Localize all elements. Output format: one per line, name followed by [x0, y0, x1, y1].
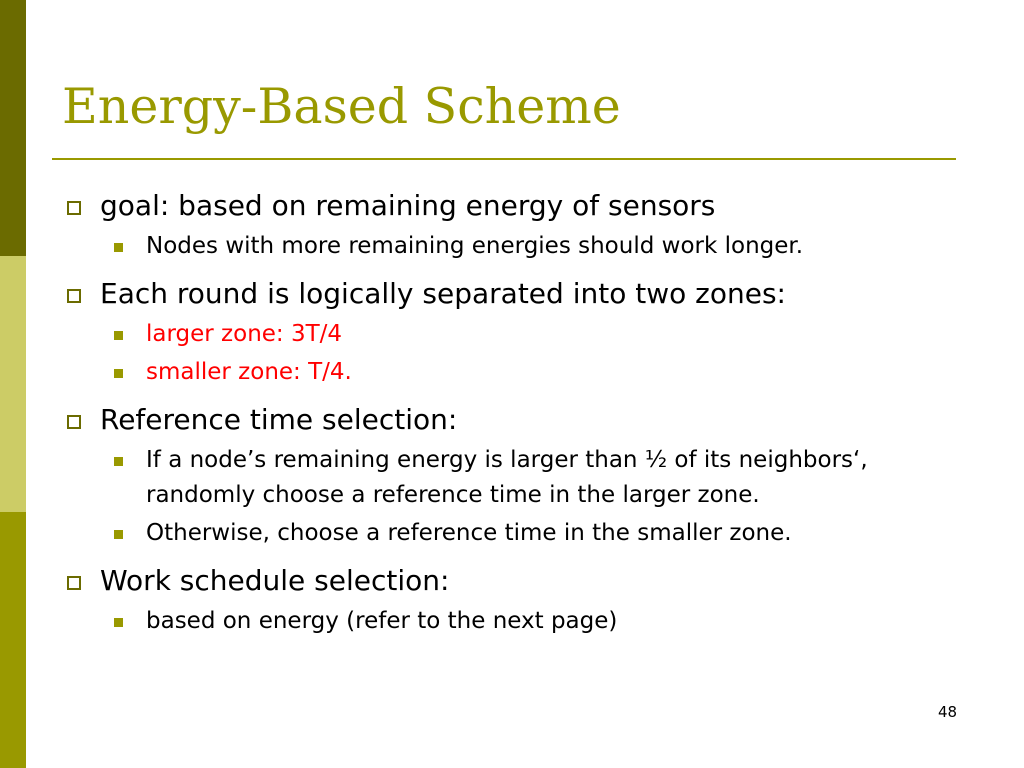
hollow-square-bullet-icon	[67, 576, 81, 590]
filled-square-bullet-icon	[114, 369, 123, 378]
sub-bullet-text: Nodes with more remaining energies should work longer.	[146, 233, 804, 259]
bullet-goal	[62, 186, 982, 226]
sub-bullet	[62, 443, 982, 513]
sub-bullet-text: Otherwise, choose a reference time in the smaller zone.	[146, 520, 792, 546]
filled-square-bullet-icon	[114, 243, 123, 252]
sub-bullet-larger-zone	[62, 317, 982, 352]
filled-square-bullet-icon	[114, 618, 123, 627]
sub-bullet-text: If a node’s remaining energy is larger than ½ of its neighbors‘, randomly choose a reference time in the larger zone.	[146, 447, 868, 508]
bullet-zones	[62, 274, 982, 314]
bullet-reference-time	[62, 400, 982, 440]
bullet-work-schedule	[62, 561, 982, 601]
sub-bullet-text: larger zone: 3T/4	[146, 321, 343, 347]
sub-bullet-smaller-zone	[62, 355, 982, 390]
bullet-text: Work schedule selection:	[100, 564, 450, 597]
sub-bullet-text: based on energy (refer to the next page)	[146, 608, 618, 634]
hollow-square-bullet-icon	[67, 415, 81, 429]
bullet-text: Reference time selection:	[100, 403, 458, 436]
left-stripe-olive	[0, 512, 26, 768]
sub-bullet	[62, 229, 982, 264]
bullet-text: Each round is logically separated into two zones:	[100, 277, 786, 310]
left-stripe-dark	[0, 0, 26, 256]
title-divider	[52, 158, 956, 160]
sub-bullet	[62, 516, 982, 551]
sub-bullet-text: smaller zone: T/4.	[146, 359, 352, 385]
filled-square-bullet-icon	[114, 457, 123, 466]
slide-body	[62, 186, 982, 639]
filled-square-bullet-icon	[114, 530, 123, 539]
page-number: 48	[938, 703, 958, 721]
filled-square-bullet-icon	[114, 331, 123, 340]
sub-bullet	[62, 604, 982, 639]
bullet-text: goal: based on remaining energy of sensors	[100, 189, 716, 222]
hollow-square-bullet-icon	[67, 289, 81, 303]
left-stripe-light	[0, 256, 26, 512]
slide-title: Energy-Based Scheme	[62, 78, 621, 135]
hollow-square-bullet-icon	[67, 201, 81, 215]
